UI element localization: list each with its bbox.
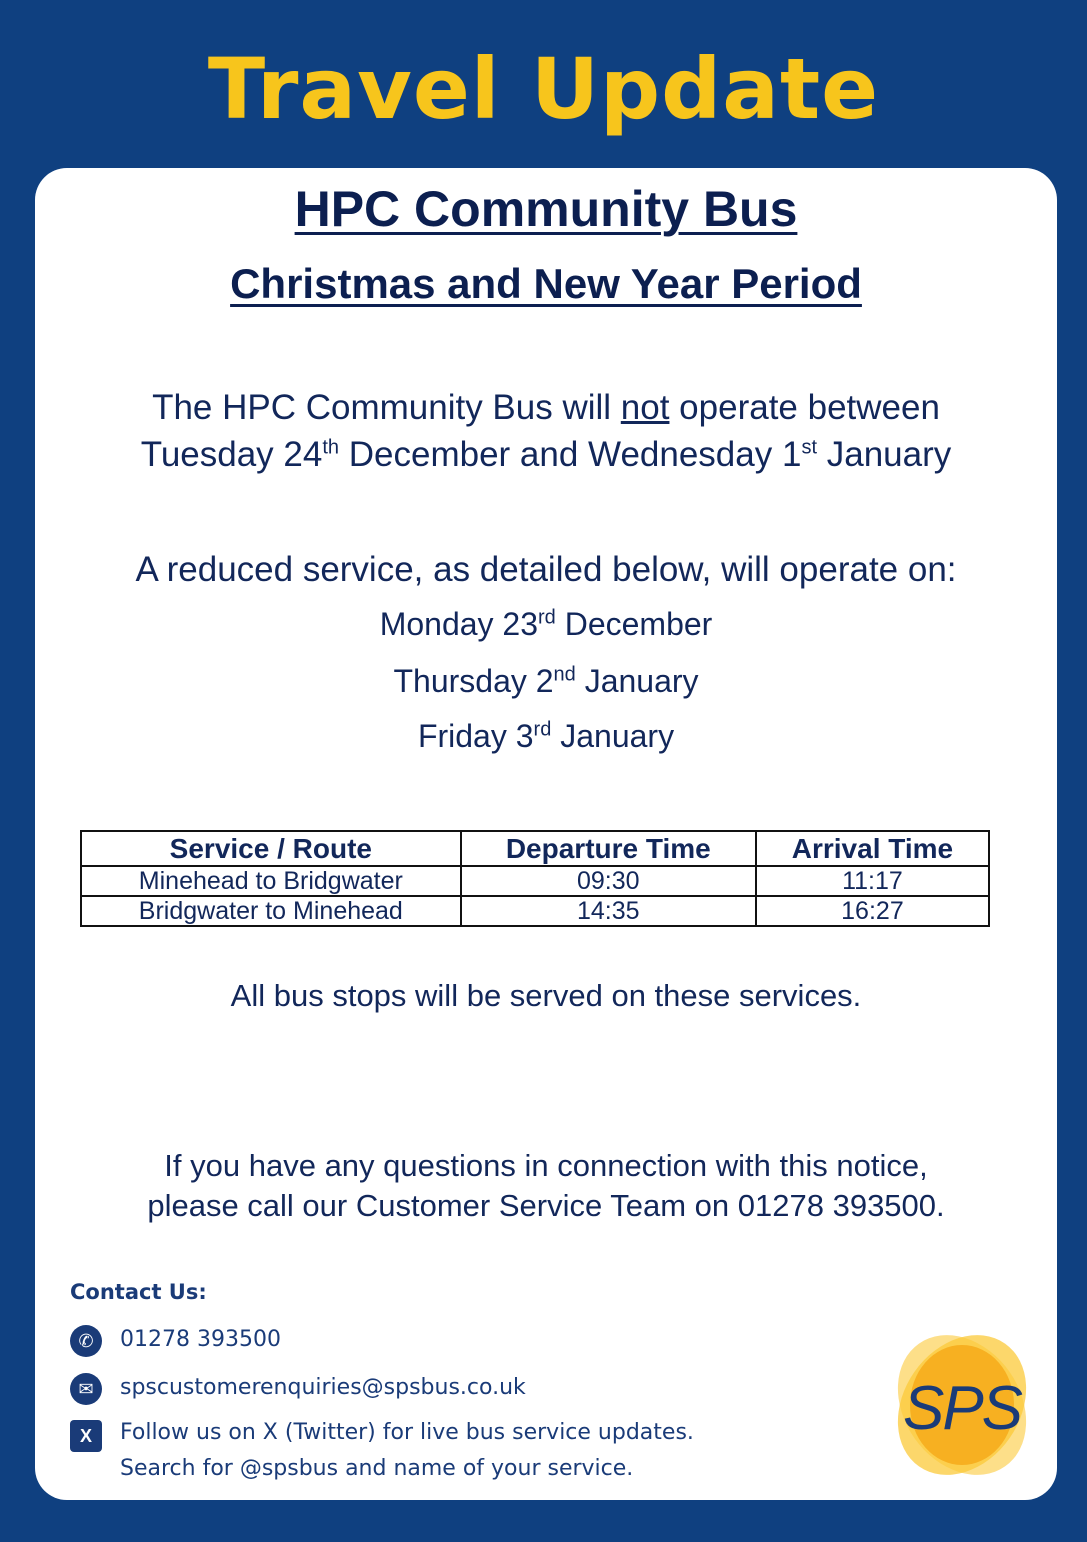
cell: Minehead to Bridgwater [81, 866, 461, 896]
text: December and Wednesday 1 [339, 435, 802, 474]
header-cell: Arrival Time [756, 831, 989, 866]
notice-heading: HPC Community Bus [294, 181, 798, 237]
cell: 14:35 [461, 896, 756, 926]
header-cell: Service / Route [81, 831, 461, 866]
table-row [81, 896, 989, 926]
notice-subheading: Christmas and New Year Period [230, 260, 862, 307]
closure-text [35, 384, 1057, 478]
x-twitter-icon: X [70, 1420, 102, 1452]
phone-icon: ✆ [70, 1325, 102, 1357]
contact-email[interactable]: spscustomerenquiries@spsbus.co.uk [120, 1375, 526, 1400]
cell: Bridgwater to Minehead [81, 896, 461, 926]
page-title: Travel Update [207, 40, 880, 138]
date-item: Friday 3rd January [417, 718, 675, 754]
text: operate between [669, 388, 940, 427]
sup: th [322, 436, 340, 459]
contact-phone[interactable]: 01278 393500 [120, 1327, 281, 1352]
header-cell: Departure Time [461, 831, 756, 866]
text: Tuesday 24 [140, 435, 323, 474]
email-icon: ✉ [70, 1373, 102, 1405]
contact-label: Contact Us: [70, 1280, 207, 1304]
emphasis-not: not [620, 388, 670, 427]
twitter-search-text: Search for @spsbus and name of your service. [120, 1456, 634, 1481]
text: January [817, 435, 952, 474]
text: The HPC Community Bus will [152, 388, 621, 427]
table-header-row [81, 831, 989, 866]
date-item: Monday 23rd December [379, 606, 713, 642]
logo-text: SPS [902, 1374, 1022, 1443]
reduced-service-text: A reduced service, as detailed below, will operate on: [135, 550, 957, 589]
questions-text: If you have any questions in connection with this notice, please call our Customer Service Team on 01278 393500. [147, 1148, 945, 1223]
cell: 16:27 [756, 896, 989, 926]
cell: 11:17 [756, 866, 989, 896]
twitter-text: Follow us on X (Twitter) for live bus service updates. [120, 1420, 694, 1445]
date-item: Thursday 2nd January [393, 663, 699, 699]
table-row [81, 866, 989, 896]
stops-text: All bus stops will be served on these services. [230, 978, 862, 1013]
cell: 09:30 [461, 866, 756, 896]
timetable [80, 830, 990, 927]
sup: st [801, 436, 817, 459]
notice-card [35, 168, 1057, 1500]
